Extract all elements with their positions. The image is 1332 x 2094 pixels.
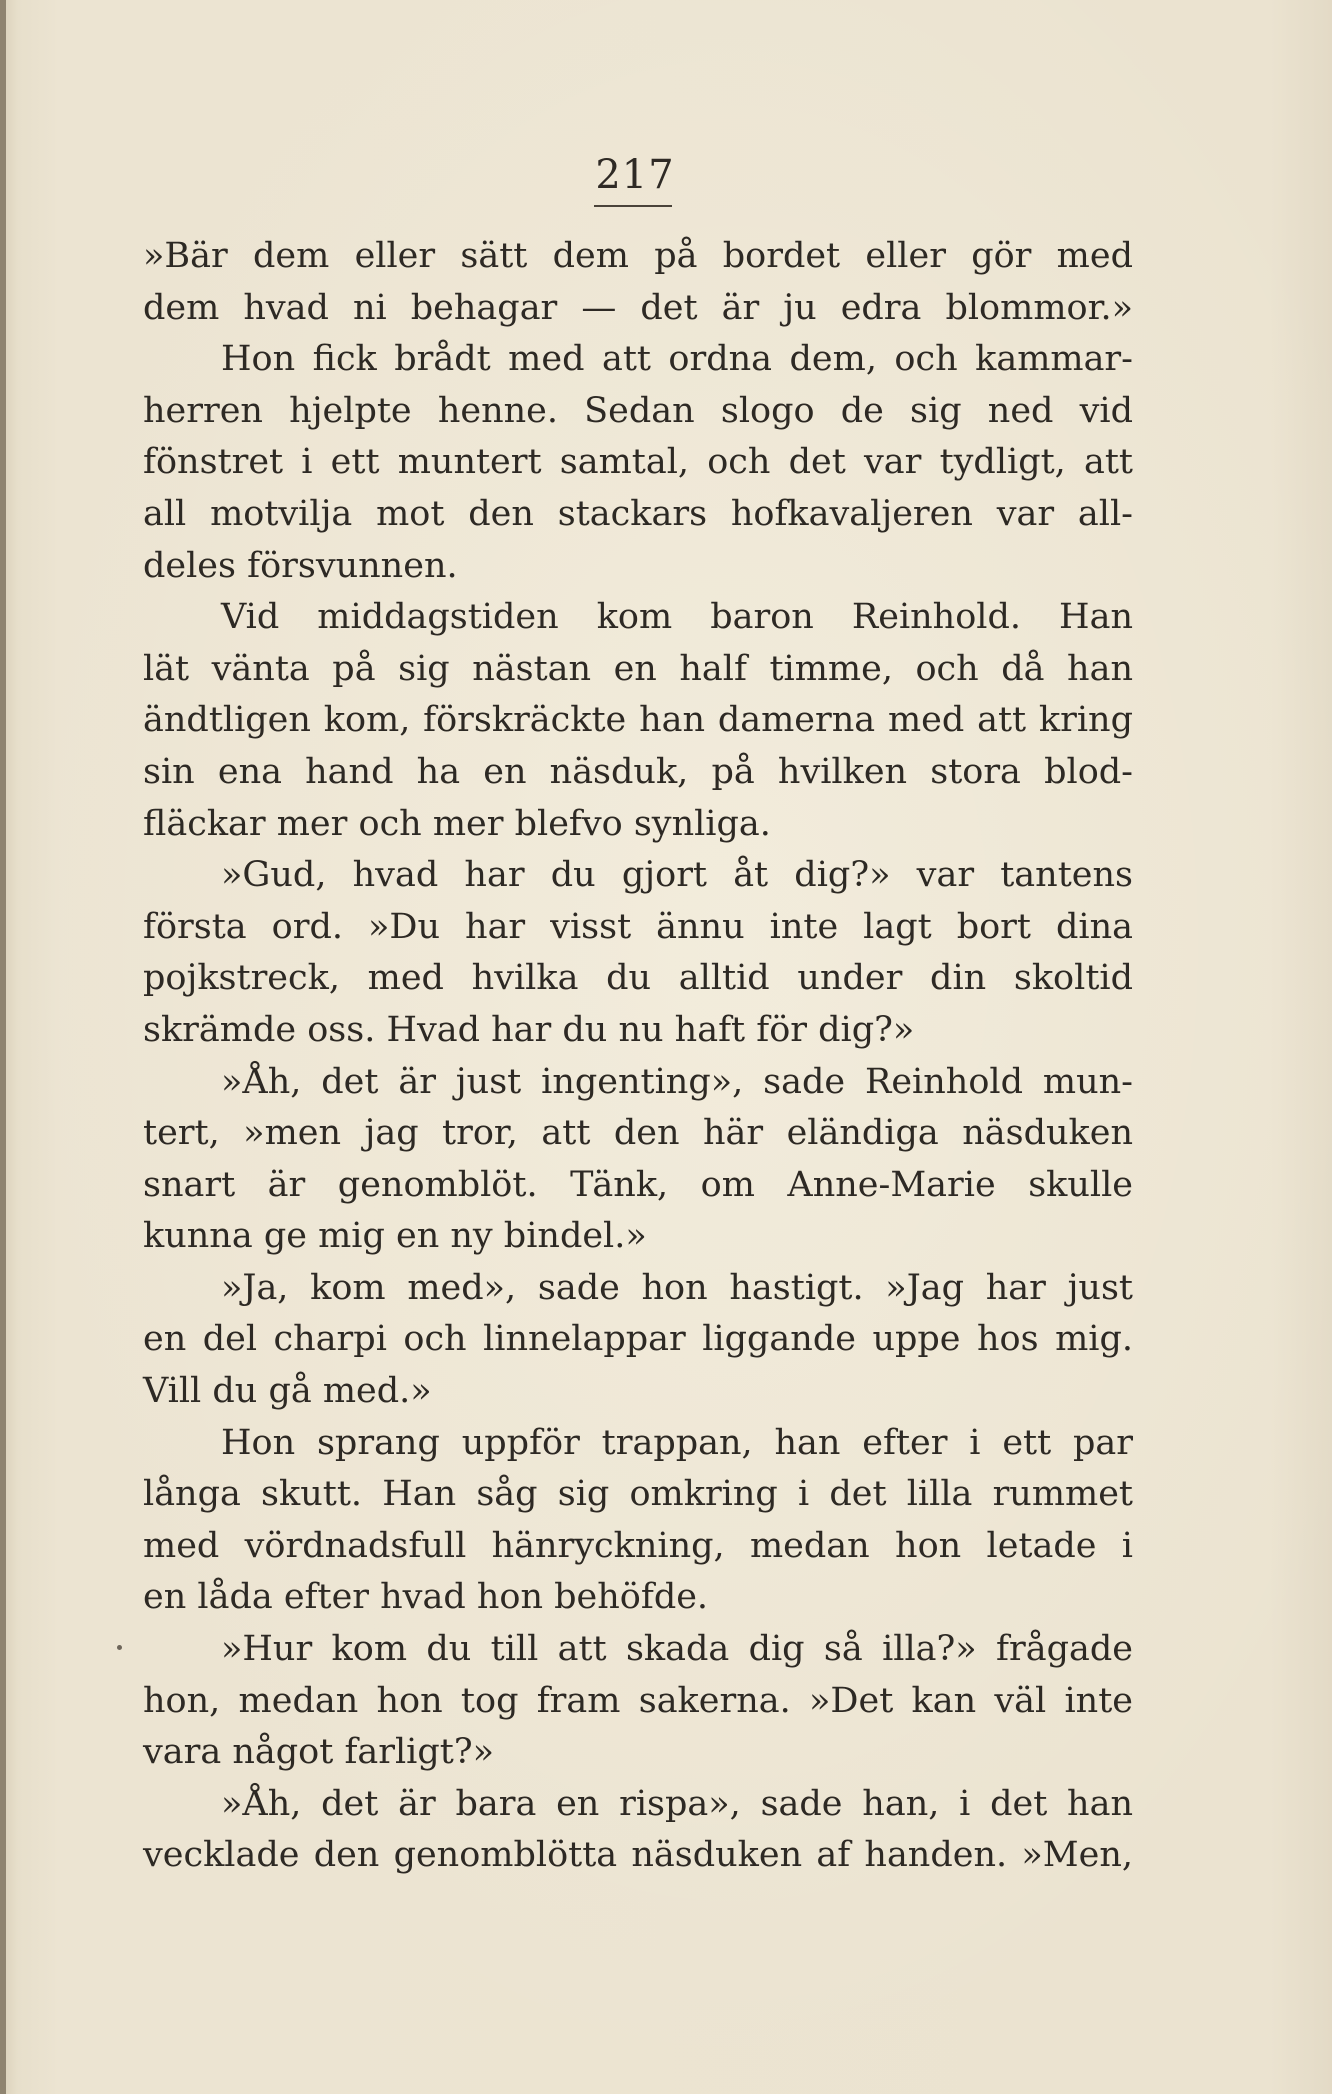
text-line: ändtligen kom, förskräckte han damerna med att kring xyxy=(143,700,1133,741)
text-line: »Ja, kom med», sade hon hastigt. »Jag har just xyxy=(221,1267,1133,1308)
text-line: sin ena hand ha en näsduk, på hvilken stora blod- xyxy=(143,751,1133,792)
text-line: Vill du gå med.» xyxy=(143,1371,432,1412)
text-line: all motvilja mot den stackars hofkavaljeren var all- xyxy=(143,493,1133,534)
text-line: »Åh, det är bara en rispa», sade han, i det han xyxy=(221,1783,1133,1824)
text-line: Hon sprang uppför trappan, han efter i ett par xyxy=(221,1422,1133,1463)
text-line: hon, medan hon tog fram sakerna. »Det kan väl inte xyxy=(143,1680,1133,1721)
text-line: en låda efter hvad hon behöfde. xyxy=(143,1577,709,1618)
body-text xyxy=(143,231,1133,1882)
text-line: kunna ge mig en ny bindel.» xyxy=(143,1216,647,1257)
text-line: dem hvad ni behagar — det är ju edra blommor.» xyxy=(143,287,1133,328)
text-line: lät vänta på sig nästan en half timme, och då han xyxy=(143,648,1133,689)
page-number-rule xyxy=(594,205,672,207)
text-line: pojkstreck, med hvilka du alltid under din skoltid xyxy=(143,958,1133,999)
ink-speck xyxy=(117,1645,122,1650)
text-line: deles försvunnen. xyxy=(143,545,458,586)
text-line: Vid middagstiden kom baron Reinhold. Han xyxy=(221,597,1133,638)
binding-edge xyxy=(0,0,6,2094)
text-line: långa skutt. Han såg sig omkring i det lilla rummet xyxy=(143,1474,1133,1515)
text-line: fönstret i ett muntert samtal, och det var tydligt, att xyxy=(143,442,1133,483)
text-line: en del charpi och linnelappar liggande uppe hos mig. xyxy=(143,1319,1133,1360)
text-line: »Gud, hvad har du gjort åt dig?» var tantens xyxy=(221,855,1133,896)
text-line: vecklade den genomblötta näsduken af handen. »Men, xyxy=(143,1835,1133,1876)
text-line: vara något farligt?» xyxy=(143,1732,495,1773)
text-line: tert, »men jag tror, att den här eländiga näsduken xyxy=(143,1113,1133,1154)
text-line: »Hur kom du till att skada dig så illa?» frågade xyxy=(221,1629,1133,1670)
text-line: första ord. »Du har visst ännu inte lagt bort dina xyxy=(143,906,1133,947)
text-line: med vördnadsfull hänryckning, medan hon letade i xyxy=(143,1525,1133,1566)
text-line: fläckar mer och mer blefvo synliga. xyxy=(143,803,771,844)
text-line: herren hjelpte henne. Sedan slogo de sig ned vid xyxy=(143,390,1133,431)
page-number: 217 xyxy=(595,152,675,198)
text-line: »Åh, det är just ingenting», sade Reinhold mun- xyxy=(221,1061,1133,1102)
text-line: »Bär dem eller sätt dem på bordet eller gör med xyxy=(143,236,1133,276)
text-line: snart är genomblöt. Tänk, om Anne-Marie skulle xyxy=(143,1164,1133,1205)
text-line: Hon fick brådt med att ordna dem, och kammar- xyxy=(221,339,1133,380)
text-line: skrämde oss. Hvad har du nu haft för dig?» xyxy=(143,1009,915,1050)
